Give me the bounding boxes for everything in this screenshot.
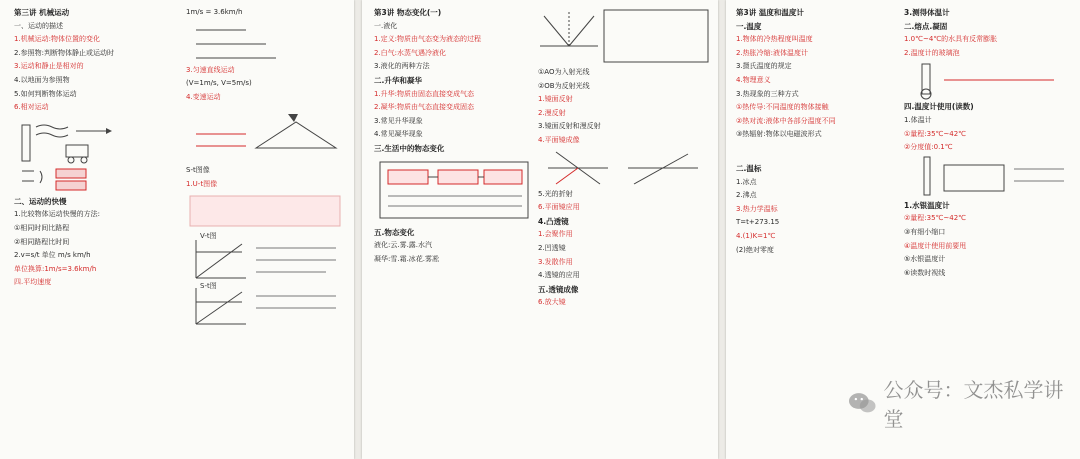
page2-line: 1.镜面反射 [538, 95, 573, 104]
page3-line: 2.热胀冷缩:液体温度计 [736, 48, 809, 57]
page1-line: 1.U-t图像 [186, 179, 218, 188]
page2-line: 4.常见凝华现象 [374, 130, 423, 139]
page1-figures [186, 104, 348, 164]
page1-line: 3.运动和静止是相对的 [14, 62, 84, 71]
graph-vt-title: V-t图 [200, 231, 217, 240]
page2-line: 一.液化 [374, 21, 398, 30]
page2-line: 五.物态变化 [374, 227, 415, 237]
page2-line: 3.镜面反射和漫反射 [538, 122, 601, 131]
page3-line: (2)绝对零度 [736, 245, 774, 254]
page3-line: ⑤水银温度计 [904, 255, 946, 264]
wechat-icon [848, 391, 877, 415]
page2-line: 1.定义:物质由气态变为液态的过程 [374, 35, 482, 44]
page1-title: 第三讲 机械运动 [14, 8, 70, 17]
page2-line: 4.透镜的应用 [538, 271, 580, 280]
page1-left-column [14, 6, 172, 459]
page2-line: 4.凸透镜 [538, 216, 569, 226]
page2-line: 2.凝华:物质由气态直接变成固态 [374, 103, 475, 112]
page2-line: 3.常见升华现象 [374, 116, 423, 125]
page1-line: 4.变速运动 [186, 92, 221, 101]
page3-line: 二.熔点.凝固 [904, 21, 948, 31]
page1-line: 6.相对运动 [14, 103, 49, 112]
page2-line: 三.生活中的物态变化 [374, 143, 445, 153]
page1-right-column [186, 6, 348, 459]
page3-line: 四.温度计使用(读数) [904, 102, 974, 112]
page3-line: ⑥读数时视线 [904, 268, 946, 277]
page2-left-column [374, 6, 534, 459]
page1-line: (V=1m/s, V=5m/s) [186, 79, 252, 88]
motion-diagram [14, 115, 164, 195]
page3-line: 2.沸点 [736, 191, 757, 200]
page3-line: ②量程:35℃~42℃ [904, 214, 967, 223]
thermometer-scale-diagram [904, 155, 1074, 199]
reflection-figure-area [538, 6, 712, 66]
page1-line: S-t图像 [186, 166, 210, 175]
refraction-diagram [538, 148, 712, 188]
page3-line: ②热对流:液体中各部分温度不同 [736, 116, 836, 125]
vt-st-graphs [186, 192, 346, 328]
page1-formula: 1m/s = 3.6km/h [186, 8, 243, 16]
page3-title: 第3讲 温度和温度计 [736, 8, 804, 17]
page3-line: ③有细小缩口 [904, 227, 946, 236]
page2-line: 2.凹透镜 [538, 243, 566, 252]
page3-line: ④温度计使用前要甩 [904, 241, 967, 250]
page2-line: 2.白气:水蒸气遇冷液化 [374, 48, 447, 57]
watermark-text: 公众号：文杰私学讲堂 [883, 378, 1064, 431]
gauge-figure-area [904, 155, 1074, 199]
page1-line: 一、运动的描述 [14, 21, 63, 30]
thermometer-figure-area [904, 60, 1074, 100]
refraction-figure-area [538, 148, 712, 188]
page2-line: 3.液化的两种方法 [374, 62, 430, 71]
page2-title: 第3讲 物态变化(一) [374, 8, 442, 17]
page2-line: 2.漫反射 [538, 108, 566, 117]
page3-line: ①热传导:不同温度的物体接触 [736, 103, 829, 112]
page3-line: 4.(1)K=1℃ [736, 231, 776, 240]
page3-line: 二.温标 [736, 163, 762, 173]
page3-line: 1.体温计 [904, 115, 932, 124]
page1-graphs [186, 192, 348, 328]
page1-line: 1.机械运动:物体位置的变化 [14, 35, 101, 44]
page2-line: 1.升华:物质由固态直接变成气态 [374, 89, 475, 98]
page2-line: 五.透镜成像 [538, 284, 579, 294]
page3-line: 3.摄氏温度的规定 [736, 62, 792, 71]
page1-line: 四.平均速度 [14, 278, 52, 287]
page2-line: 凝华:雪.霜.冰花.雾凇 [374, 254, 440, 263]
page1-line: ①相同时间比路程 [14, 223, 70, 232]
page3-line: ①量程:35℃~42℃ [904, 129, 967, 138]
page3-line: 2.温度计的玻璃泡 [904, 48, 960, 57]
page1-line: ②相同路程比时间 [14, 237, 70, 246]
page3-line: 3.热力学温标 [736, 204, 778, 213]
page3-line: 4.物理意义 [736, 75, 771, 84]
flask-thermometer-diagram [904, 60, 1074, 100]
graph-st-title: S-t图 [200, 281, 217, 290]
incline-figure [186, 104, 346, 164]
page2-line: ②OB为反射光线 [538, 81, 590, 90]
notes-page-1 [0, 0, 354, 459]
page2-line: 6.放大镜 [538, 298, 566, 307]
page2-line: 4.平面镜成像 [538, 135, 580, 144]
notes-page-2 [362, 0, 718, 459]
page3-line: 1.水银温度计 [904, 200, 950, 210]
page3-line: 1.0℃~4℃的水具有反常膨胀 [904, 35, 998, 44]
page1-line: 单位换算:1m/s=3.6km/h [14, 264, 97, 273]
page2-line: 3.发散作用 [538, 257, 573, 266]
page2-phase-diagram-area [374, 156, 534, 226]
page3-line: 1.冰点 [736, 177, 757, 186]
page3-line: T=t+273.15 [736, 218, 780, 227]
page1-line: 3.匀速直线运动 [186, 65, 235, 74]
page3-line: 一.温度 [736, 21, 762, 31]
page1-line: 二、运动的快慢 [14, 196, 67, 206]
page2-line: 6.平面镜应用 [538, 203, 580, 212]
page1-line: 1.比较物体运动快慢的方法: [14, 210, 101, 219]
reflection-diagram [538, 6, 712, 66]
page2-right-column [538, 6, 712, 459]
page1-line: 4.以地面为参照物 [14, 75, 70, 84]
page1-line: 2.参照物:判断物体静止或运动时 [14, 48, 115, 57]
page3-line: ③热辐射:物体以电磁波形式 [736, 130, 822, 139]
page2-line: 5.光的折射 [538, 189, 573, 198]
page3-line: 1.物体的冷热程度叫温度 [736, 35, 813, 44]
formula-scribble [186, 20, 336, 64]
formula-work-area [186, 20, 348, 64]
page2-line: 二.升华和凝华 [374, 75, 422, 85]
page2-line: ①AO为入射光线 [538, 68, 590, 76]
page1-diagram-area [14, 115, 172, 195]
page3-right-title: 3.测得体温计 [904, 8, 950, 17]
page1-line: 5.如何判断物体运动 [14, 89, 77, 98]
page3-line: ②分度值:0.1℃ [904, 143, 953, 152]
page2-line: 1.会聚作用 [538, 230, 573, 239]
phase-change-diagram [374, 156, 534, 226]
watermark [848, 378, 1080, 431]
page2-line: 液化:云.雾.露.水汽 [374, 241, 433, 250]
page1-line: 2.v=s/t 单位 m/s km/h [14, 251, 91, 260]
page3-line: 3.热现象的三种方式 [736, 89, 799, 98]
